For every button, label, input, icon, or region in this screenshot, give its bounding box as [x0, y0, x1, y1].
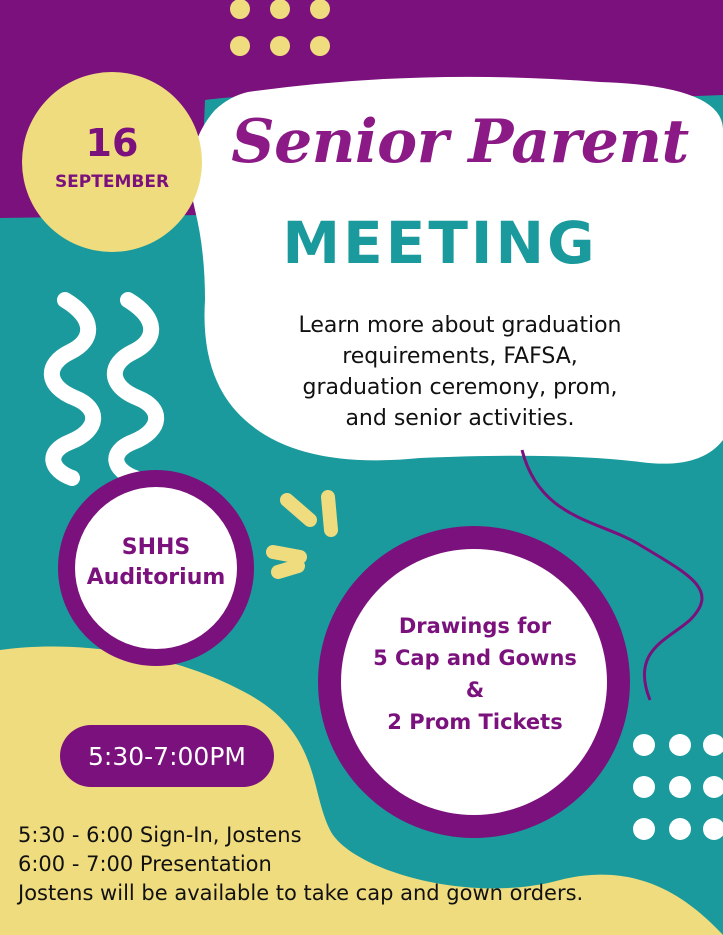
time-badge: [60, 725, 274, 787]
date-day: 16: [85, 121, 139, 165]
schedule-line: 5:30 - 6:00 Sign-In, Jostens: [18, 823, 302, 847]
title-script: Senior Parent: [231, 107, 689, 177]
description-line: requirements, FAFSA,: [342, 344, 578, 369]
drawings-line: 2 Prom Tickets: [387, 710, 563, 734]
yellow-burst-lines: [273, 497, 331, 572]
schedule-line: Jostens will be available to take cap and gown orders.: [18, 881, 584, 905]
description: [250, 310, 670, 434]
schedule: [18, 821, 718, 908]
drawings-text: [345, 610, 605, 738]
schedule-line: 6:00 - 7:00 Presentation: [18, 852, 272, 876]
date-month: SEPTEMBER: [54, 172, 170, 192]
venue-line: Auditorium: [86, 565, 226, 590]
page-title: MEETING: [282, 209, 598, 277]
description-line: Learn more about graduation: [298, 313, 622, 338]
white-wavy-lines: [52, 300, 156, 478]
drawings-line: Drawings for: [398, 614, 552, 638]
description-line: and senior activities.: [345, 406, 575, 431]
time-label: 5:30-7:00PM: [88, 741, 246, 771]
drawings-line: &: [465, 678, 485, 702]
venue-text: [56, 533, 256, 593]
description-line: graduation ceremony, prom,: [302, 375, 618, 400]
venue-line: SHHS: [121, 535, 191, 560]
drawings-line: 5 Cap and Gowns: [373, 646, 577, 670]
